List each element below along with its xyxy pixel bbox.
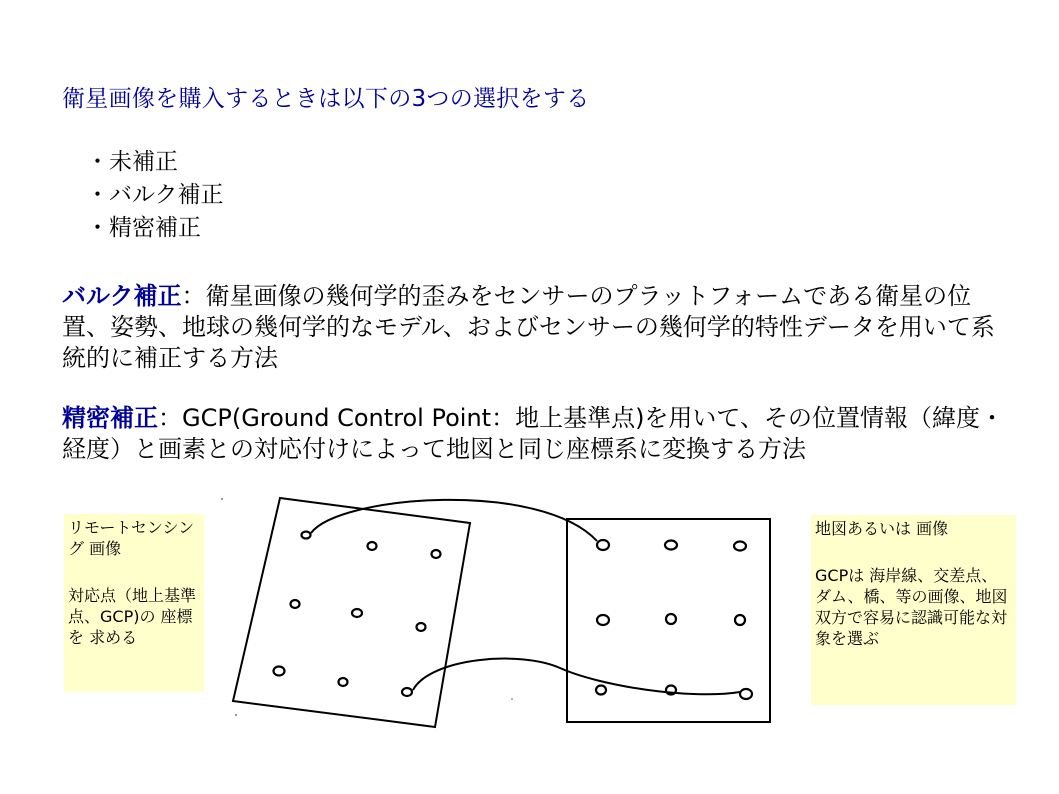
map-gcp-point [597, 615, 609, 625]
precise-correction-text: ：GCP(Ground Control Point：地上基準点)を用いて、その位置情報（緯度・経度）と画素との対応付けによって地図と同じ座標系に変換する方法 [62, 404, 1004, 463]
map-gcp-point [597, 540, 609, 550]
image-gcp-point [302, 532, 311, 539]
speck-mark [221, 498, 223, 500]
map-gcp-point [596, 686, 606, 695]
image-gcp-points [274, 532, 441, 697]
remote-sensing-note-heading: リモートセンシング 画像 [68, 518, 195, 558]
image-gcp-point [368, 542, 377, 550]
map-gcp-point [665, 541, 677, 550]
map-gcp-point [734, 542, 746, 551]
bulk-correction-text: ：衛星画像の幾何学的歪みをセンサーのプラットフォームである衛星の位置、姿勢、地球の幾何学的なモデル、およびセンサーの幾何学的特性データを用いて系統的に補正する方法 [62, 282, 995, 372]
image-gcp-point [339, 678, 348, 686]
image-gcp-point [352, 609, 362, 617]
image-gcp-point [274, 667, 285, 676]
image-gcp-point [291, 600, 300, 608]
map-note-body: GCPは 海岸線、交差点、ダム、橋、等の画像、地図双方で容易に認識可能な対象を選ぶ [815, 566, 1008, 648]
page-title: 衛星画像を購入するときは以下の3つの選択をする [62, 86, 590, 112]
option-item-uncorrected: ・未補正 [86, 149, 178, 175]
bulk-correction-term: バルク補正 [62, 282, 182, 310]
correspondence-line-bottom [413, 659, 740, 695]
speck-mark [511, 698, 513, 700]
speck-mark [235, 714, 237, 716]
option-item-precise: ・精密補正 [86, 215, 201, 241]
option-item-bulk: ・バルク補正 [86, 182, 224, 208]
image-gcp-point [432, 550, 441, 558]
map-note-heading: 地図あるいは 画像 [815, 519, 949, 538]
map-gcp-point [735, 615, 745, 625]
map-gcp-points [596, 540, 752, 699]
image-gcp-point [417, 623, 426, 631]
map-gcp-point [740, 689, 752, 699]
map-gcp-point [666, 614, 676, 624]
image-gcp-point [402, 688, 412, 696]
precise-correction-term: 精密補正 [62, 404, 158, 432]
remote-sensing-note-body: 対応点（地上基準点、GCP)の 座標を 求める [68, 586, 197, 647]
